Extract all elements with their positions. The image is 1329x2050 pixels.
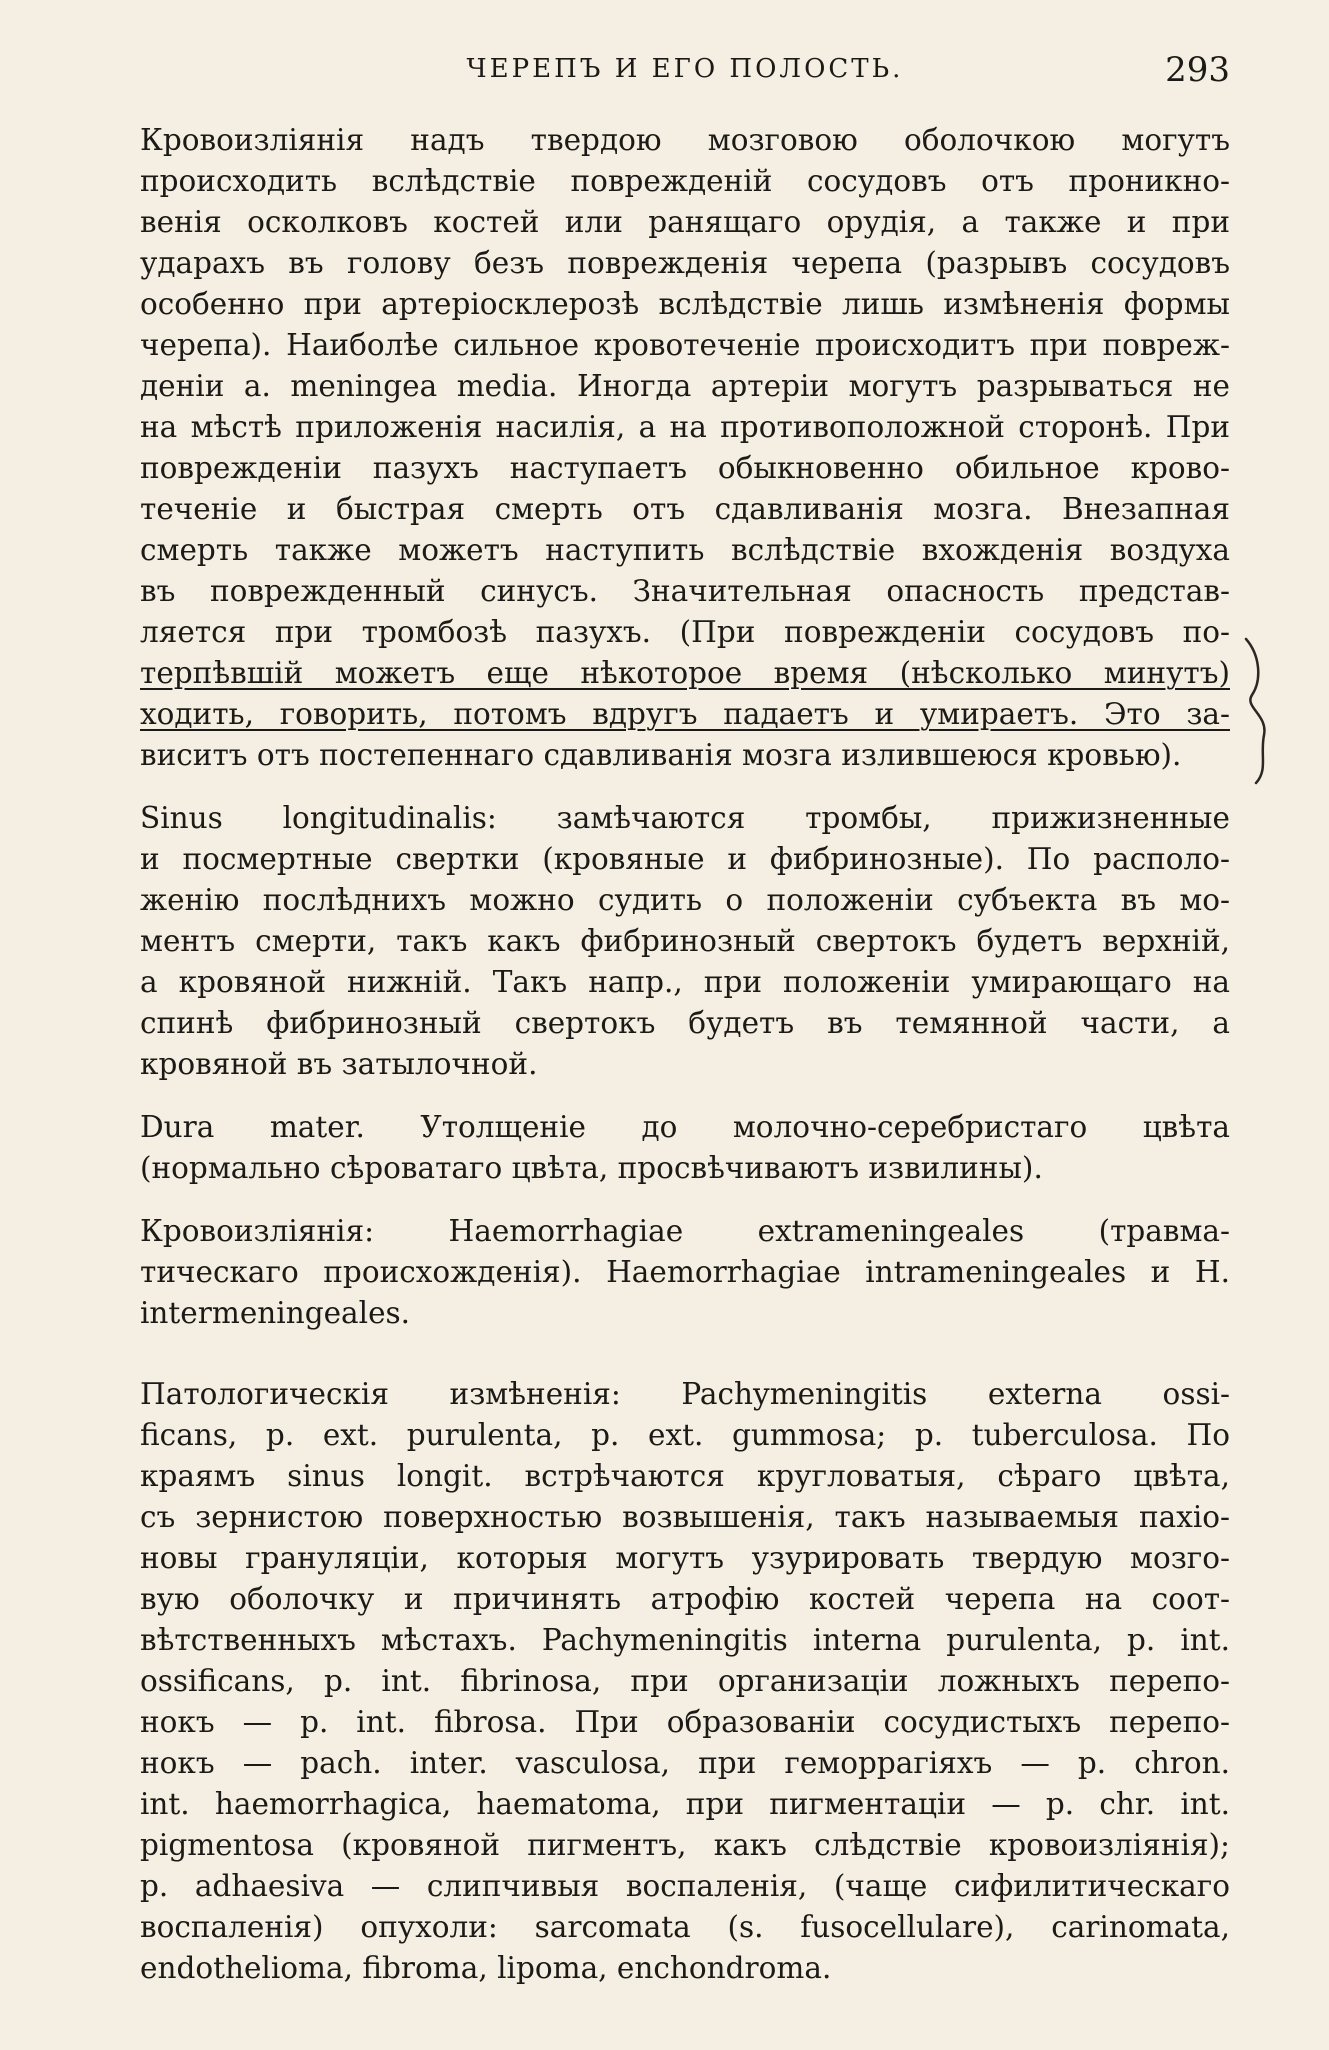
running-title: ЧЕРЕПЪ И ЕГО ПОЛОСТЬ.: [466, 54, 904, 84]
body-text: [140, 120, 1230, 2011]
text-line: вѣтственныхъ мѣстахъ. Pachymeningitis interna purulenta, p. int.: [140, 1623, 1230, 1657]
paragraph-hemorrhage-types: [140, 1211, 1230, 1334]
text-line: Кровоизліянія надъ твердою мозговою оболочкою могутъ: [140, 123, 1230, 157]
text-line: съ зернистою поверхностью возвышенія, такъ называемыя пахіо-: [140, 1500, 1230, 1534]
text-line: кровяной въ затылочной.: [140, 1047, 538, 1081]
text-line: происходить вслѣдствіе поврежденій сосудовъ отъ проникно-: [140, 164, 1230, 198]
text-line: Sinus longitudinalis: замѣчаются тромбы, прижизненные: [140, 801, 1230, 835]
text-line: int. haemorrhagica, haematoma, при пигментаціи — p. chr. int.: [140, 1787, 1230, 1821]
page-number: 293: [1165, 50, 1230, 90]
text-line: тическаго происхожденія). Haemorrhagiae intrameningeales и H.: [140, 1255, 1230, 1289]
underlined-text-line: ходить, говорить, потомъ вдругъ падаетъ и умираетъ. Это за-: [140, 697, 1230, 731]
text-line: ficans, p. ext. purulenta, p. ext. gummosa; p. tuberculosa. По: [140, 1418, 1230, 1452]
text-line: смерть также можетъ наступить вслѣдствіе вхожденія воздуха: [140, 533, 1230, 567]
text-line: Кровоизліянія: Haemorrhagiae extrameningeales (травма-: [140, 1214, 1230, 1248]
text-line: intermeningeales.: [140, 1296, 411, 1330]
text-line: endothelioma, fibroma, lipoma, enchondroma.: [140, 1951, 832, 1985]
text-line: pigmentosa (кровяной пигментъ, какъ слѣдствіе кровоизліянія);: [140, 1828, 1230, 1862]
paragraph-sinus-longitudinalis: [140, 798, 1230, 1085]
text-line: теченіе и быстрая смерть отъ сдавливанія мозга. Внезапная: [140, 492, 1230, 526]
text-line: венія осколковъ костей или ранящаго орудія, а также и при: [140, 205, 1230, 239]
text-line: новы грануляціи, которыя могутъ узурировать твердую мозго-: [140, 1541, 1230, 1575]
text-line: нокъ — pach. inter. vasculosa, при геморрагіяхъ — p. chron.: [140, 1746, 1230, 1780]
text-line: нокъ — p. int. fibrosa. При образованіи сосудистыхъ перепо-: [140, 1705, 1230, 1739]
text-line: краямъ sinus longit. встрѣчаются кругловатыя, сѣраго цвѣта,: [140, 1459, 1230, 1493]
text-line: p. adhaesiva — слипчивыя воспаленія, (чаще сифилитическаго: [140, 1869, 1230, 1903]
text-line: спинѣ фибринозный свертокъ будетъ въ темянной части, а: [140, 1006, 1230, 1040]
underlined-text-line: терпѣвшій можетъ еще нѣкоторое время (нѣсколько минутъ): [140, 656, 1230, 690]
text-line: ударахъ въ голову безъ поврежденія черепа (разрывъ сосудовъ: [140, 246, 1230, 280]
paragraph-hemorrhages: [140, 120, 1230, 776]
text-line: поврежденіи пазухъ наступаетъ обыкновенно обильное крово-: [140, 451, 1230, 485]
text-line: ментъ смерти, такъ какъ фибринозный свертокъ будетъ верхній,: [140, 924, 1230, 958]
text-line: женію послѣднихъ можно судить о положеніи субъекта въ мо-: [140, 883, 1230, 917]
text-line: ляется при тромбозѣ пазухъ. (При поврежденіи сосудовъ по-: [140, 615, 1230, 649]
paragraph-pathological-changes: [140, 1374, 1230, 1989]
text-line: особенно при артеріосклерозѣ вслѣдствіе лишь измѣненія формы: [140, 287, 1230, 321]
text-line: въ поврежденный синусъ. Значительная опасность представ-: [140, 574, 1230, 608]
running-head: [140, 50, 1230, 90]
text-line: и посмертные свертки (кровяные и фибринозные). По располо-: [140, 842, 1230, 876]
handwritten-margin-bracket: [1238, 635, 1278, 785]
text-line: а кровяной нижній. Такъ напр., при положеніи умирающаго на: [140, 965, 1230, 999]
text-line: воспаленія) опухоли: sarcomata (s. fusocellulare), carinomata,: [140, 1910, 1230, 1944]
text-line: ossificans, p. int. fibrinosa, при организаціи ложныхъ перепо-: [140, 1664, 1230, 1698]
text-line: на мѣстѣ приложенія насилія, а на противоположной сторонѣ. При: [140, 410, 1230, 444]
text-line: (нормально сѣроватаго цвѣта, просвѣчиваютъ извилины).: [140, 1151, 1043, 1185]
text-line: деніи a. meningea media. Иногда артеріи могутъ разрываться не: [140, 369, 1230, 403]
text-line: Патологическія измѣненія: Pachymeningitis externa ossi-: [140, 1377, 1230, 1411]
text-line: виситъ отъ постепеннаго сдавливанія мозга излившеюся кровью).: [140, 738, 1182, 772]
text-line: Dura mater. Утолщеніе до молочно-серебристаго цвѣта: [140, 1110, 1230, 1144]
text-line: черепа). Наиболѣе сильное кровотеченіе происходитъ при повреж-: [140, 328, 1230, 362]
paragraph-dura-mater: [140, 1107, 1230, 1189]
text-line: вую оболочку и причинять атрофію костей черепа на соот-: [140, 1582, 1230, 1616]
